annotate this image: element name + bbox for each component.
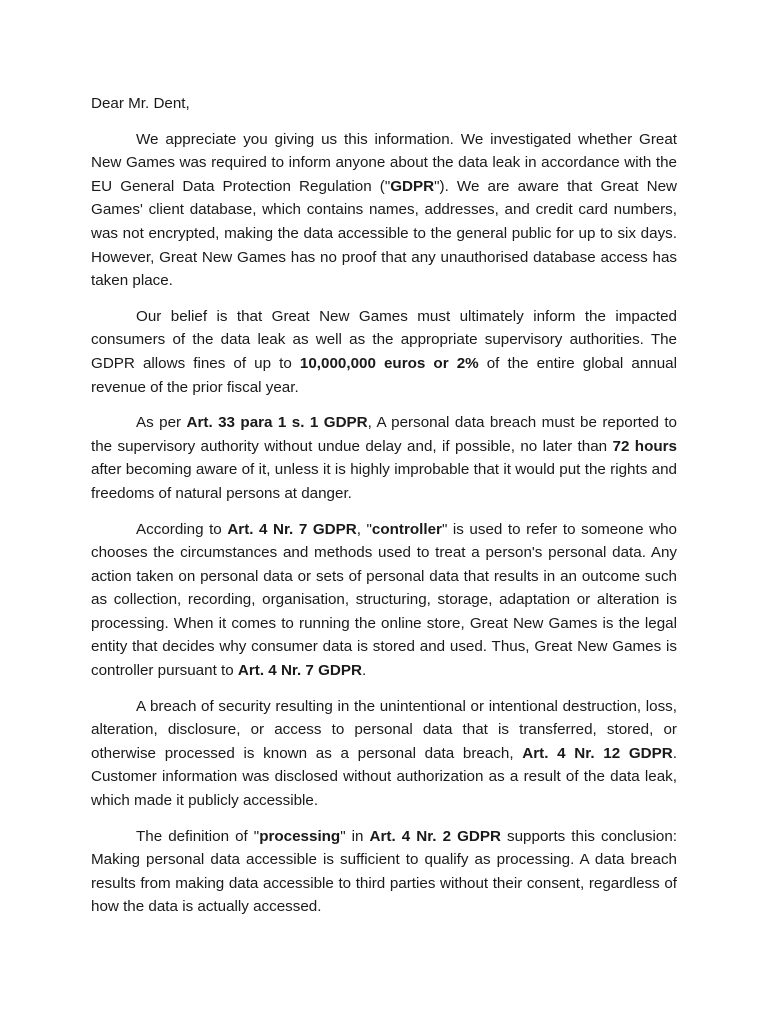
text-run: supports this conclusion: Making personal data accessible is sufficient to qualify as processing. A data breach results from making data accessible to third parties without their consent, regardless of how the data is actually accessed. [91,827,677,916]
text-run: after becoming aware of it, unless it is highly improbable that it would put the rights and freedoms of natural persons at danger. [91,461,677,502]
text-run: The definition of " [136,827,260,845]
bold-term: 72 hours [612,437,677,455]
text-run: A breach of security resulting in the unintentional or intentional destruction, loss, alteration, disclosure, or access to personal data that is transferred, stored, or otherwise processed is known as a personal data breach, [91,697,677,762]
bold-term: Art. 4 Nr. 7 GDPR [237,662,362,680]
bold-term: Art. 4 Nr. 2 GDPR [369,827,501,845]
bold-term: Art. 33 para 1 s. 1 GDPR [186,414,368,432]
letter-paragraph-2 [91,305,677,399]
text-run: " is used to refer to someone who chooses the circumstances and methods used to treat a person's personal data. Any action taken on personal data or sets of personal data that results in an outcome such as collection, recording, organisation, structuring, storage, adaptation or alteration is processing. When it comes to running the online store, Great New Games is the legal entity that decides why consumer data is stored and used. Thus, Great New Games is controller pursuant to [91,520,677,680]
bold-term: processing [259,827,341,845]
text-run: We appreciate you giving us this information. We investigated whether Great New Games was required to inform anyone about the data leak in accordance with the EU General Data Protection Regulation (" [91,130,677,195]
bold-term: Art. 4 Nr. 7 GDPR [227,520,357,538]
bold-term: controller [371,520,442,538]
text-run: As per [136,414,187,432]
bold-term: Art. 4 Nr. 12 GDPR [522,744,673,762]
letter-paragraph-1 [91,128,677,293]
letter-paragraph-6 [91,825,677,919]
bold-term: GDPR [390,177,435,195]
text-run: of the entire global annual revenue of the prior fiscal year. [91,354,677,396]
text-run: . Customer information was disclosed without authorization as a result of the data leak, which made it publicly accessible. [91,744,677,810]
text-run: . [361,662,367,680]
text-run: Our belief is that Great New Games must ultimately inform the impacted consumers of the data leak as well as the appropriate supervisory authorities. The GDPR allows fines of up to [91,307,677,372]
text-run: According to [136,520,228,538]
salutation: Dear Mr. Dent, [91,95,190,112]
bold-term: 10,000,000 euros or 2% [299,354,479,372]
letter-paragraph-4 [91,518,677,683]
letter-paragraph-5 [91,695,677,813]
text-run: , A personal data breach must be reported to the supervisory authority without undue delay and, if possible, no later than [91,414,677,455]
text-run: " in [340,827,370,845]
letter-paragraph-3 [91,411,677,505]
text-run: "). We are aware that Great New Games' client database, which contains names, addresses, and credit card numbers, was not encrypted, making the data accessible to the general public for up to six days. However, Great New Games has no proof that any unauthorised database access has taken place. [91,177,677,290]
letter-body [91,128,677,919]
text-run: , " [356,520,372,538]
